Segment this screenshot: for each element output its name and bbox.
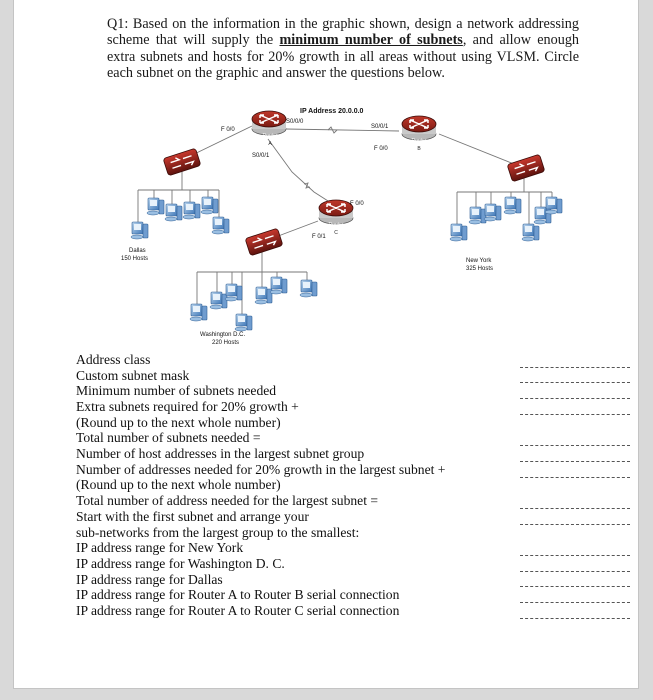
answer-blank[interactable]: [520, 408, 630, 415]
answer-blank: [520, 487, 630, 493]
question-row: [76, 525, 636, 541]
question-label: (Round up to the next whole number): [76, 414, 281, 430]
question-label: IP address range for New York: [76, 540, 244, 556]
answer-blank: [520, 424, 630, 430]
question-label: Total number of address needed for the largest subnet =: [76, 493, 379, 509]
question-label: (Round up to the next whole number): [76, 477, 281, 493]
washington-hosts: 220 Hosts: [212, 340, 240, 346]
question-row: [76, 399, 636, 415]
router-a-s01-label: S0/0/1: [252, 153, 270, 159]
question-row: [76, 368, 636, 384]
dallas-hosts: 150 Hosts: [121, 256, 149, 262]
router-a-icon: [252, 111, 286, 135]
question-list: [76, 352, 636, 619]
router-b-caption: Router: [411, 138, 427, 144]
question-row: [76, 415, 636, 431]
new-york-switch-icon: [507, 154, 545, 182]
answer-blank[interactable]: [520, 471, 630, 478]
washington-pc-group: [190, 277, 317, 331]
question-label: IP address range for Router A to Router B serial connection: [76, 587, 400, 603]
question-label: Number of host addresses in the largest subnet group: [76, 446, 365, 462]
question-prefix: Q1: Based on the information in the graphic shown, design a network addressing scheme that will supply the: [107, 16, 579, 49]
question-label: Custom subnet mask: [76, 367, 190, 383]
washington-name: Washington D.C.: [200, 332, 246, 338]
question-row: [76, 352, 636, 368]
new-york-hosts: 325 Hosts: [466, 266, 494, 272]
question-label: Minimum number of subnets needed: [76, 383, 277, 399]
new-york-pc-group: [450, 197, 562, 241]
answer-blank[interactable]: [520, 565, 630, 572]
pc-icon: [235, 314, 252, 331]
dallas-pc-group: [131, 197, 229, 239]
pc-icon: [201, 197, 218, 214]
router-b-f00-label: F 0/0: [374, 146, 388, 152]
question-row: [76, 603, 636, 619]
new-york-name: New York: [466, 258, 492, 264]
serial-link-ac: [304, 183, 310, 188]
answer-blank[interactable]: [520, 549, 630, 556]
answer-blank[interactable]: [520, 439, 630, 446]
question-label: Total number of subnets needed =: [76, 430, 261, 446]
pc-icon: [469, 207, 486, 224]
question-label: IP address range for Dallas: [76, 571, 223, 587]
answer-blank[interactable]: [520, 376, 630, 383]
question-row: [76, 462, 636, 478]
router-b-s01-label: S0/0/1: [371, 124, 389, 130]
question-row: [76, 540, 636, 556]
pc-icon: [270, 277, 287, 294]
answer-blank[interactable]: [520, 518, 630, 525]
answer-blank[interactable]: [520, 392, 630, 399]
question-label: IP address range for Router A to Router C serial connection: [76, 602, 400, 618]
pc-icon: [183, 202, 200, 219]
pc-icon: [545, 197, 562, 214]
answer-blank[interactable]: [520, 502, 630, 509]
pc-icon: [450, 224, 467, 241]
pc-icon: [210, 292, 227, 309]
question-row: [76, 556, 636, 572]
link-lines: [138, 126, 552, 322]
question-row: [76, 430, 636, 446]
answer-blank[interactable]: [520, 361, 630, 368]
router-a-caption: Router: [262, 133, 278, 139]
pc-icon: [147, 198, 164, 215]
answer-blank: [520, 534, 630, 540]
router-c-f00-label: F 0/0: [350, 201, 364, 207]
pc-icon: [300, 280, 317, 297]
pc-icon: [225, 284, 242, 301]
router-a-f00-label: F 0/0: [221, 127, 235, 133]
ip-address-label: IP Address 20.0.0.0: [300, 108, 364, 115]
pc-icon: [504, 197, 521, 214]
router-c-f01-label: F 0/1: [312, 234, 326, 240]
question-label: IP address range for Washington D. C.: [76, 555, 285, 571]
question-emphasis: minimum number of subnets: [279, 32, 463, 49]
question-label: Start with the first subnet and arrange your: [76, 508, 309, 524]
question-label: Extra subnets required for 20% growth +: [76, 399, 299, 415]
network-diagram: [14, 0, 638, 352]
pc-icon: [190, 304, 207, 321]
answer-blank[interactable]: [520, 455, 630, 462]
router-c-icon: [319, 200, 353, 224]
pc-icon: [255, 287, 272, 304]
question-label: Number of addresses needed for 20% growth in the largest subnet +: [76, 461, 446, 477]
pc-icon: [131, 222, 148, 239]
router-c-letter: C: [334, 230, 338, 236]
pc-icon: [165, 204, 182, 221]
router-c-caption: Router: [328, 222, 344, 228]
answer-blank[interactable]: [520, 596, 630, 603]
question-suffix: , and allow enough extra subnets and hosts for 20% growth in all areas without using VLSM. Circle each subnet on the graphic and answer the questions below.: [107, 32, 580, 82]
question-row: [76, 493, 636, 509]
question-row: [76, 572, 636, 588]
router-a-s00-label: S0/0/0: [286, 119, 304, 125]
router-b-icon: [402, 116, 436, 140]
router-b-letter: B: [417, 146, 421, 152]
pc-icon: [534, 207, 551, 224]
question-label: Address class: [76, 351, 151, 367]
washington-switch-icon: [245, 228, 283, 256]
question-row: [76, 478, 636, 494]
answer-blank[interactable]: [520, 580, 630, 587]
answer-blank[interactable]: [520, 612, 630, 619]
question-row: [76, 383, 636, 399]
worksheet-page: [14, 0, 638, 688]
pc-icon: [484, 204, 501, 221]
question-label: sub-networks from the largest group to the smallest:: [76, 524, 360, 540]
question-row: [76, 509, 636, 525]
question-row: [76, 446, 636, 462]
dallas-name: Dallas: [129, 248, 146, 254]
router-a-letter: A: [268, 141, 272, 147]
dallas-switch-icon: [163, 148, 201, 176]
question-row: [76, 587, 636, 603]
pc-icon: [212, 217, 229, 234]
pc-icon: [522, 224, 539, 241]
